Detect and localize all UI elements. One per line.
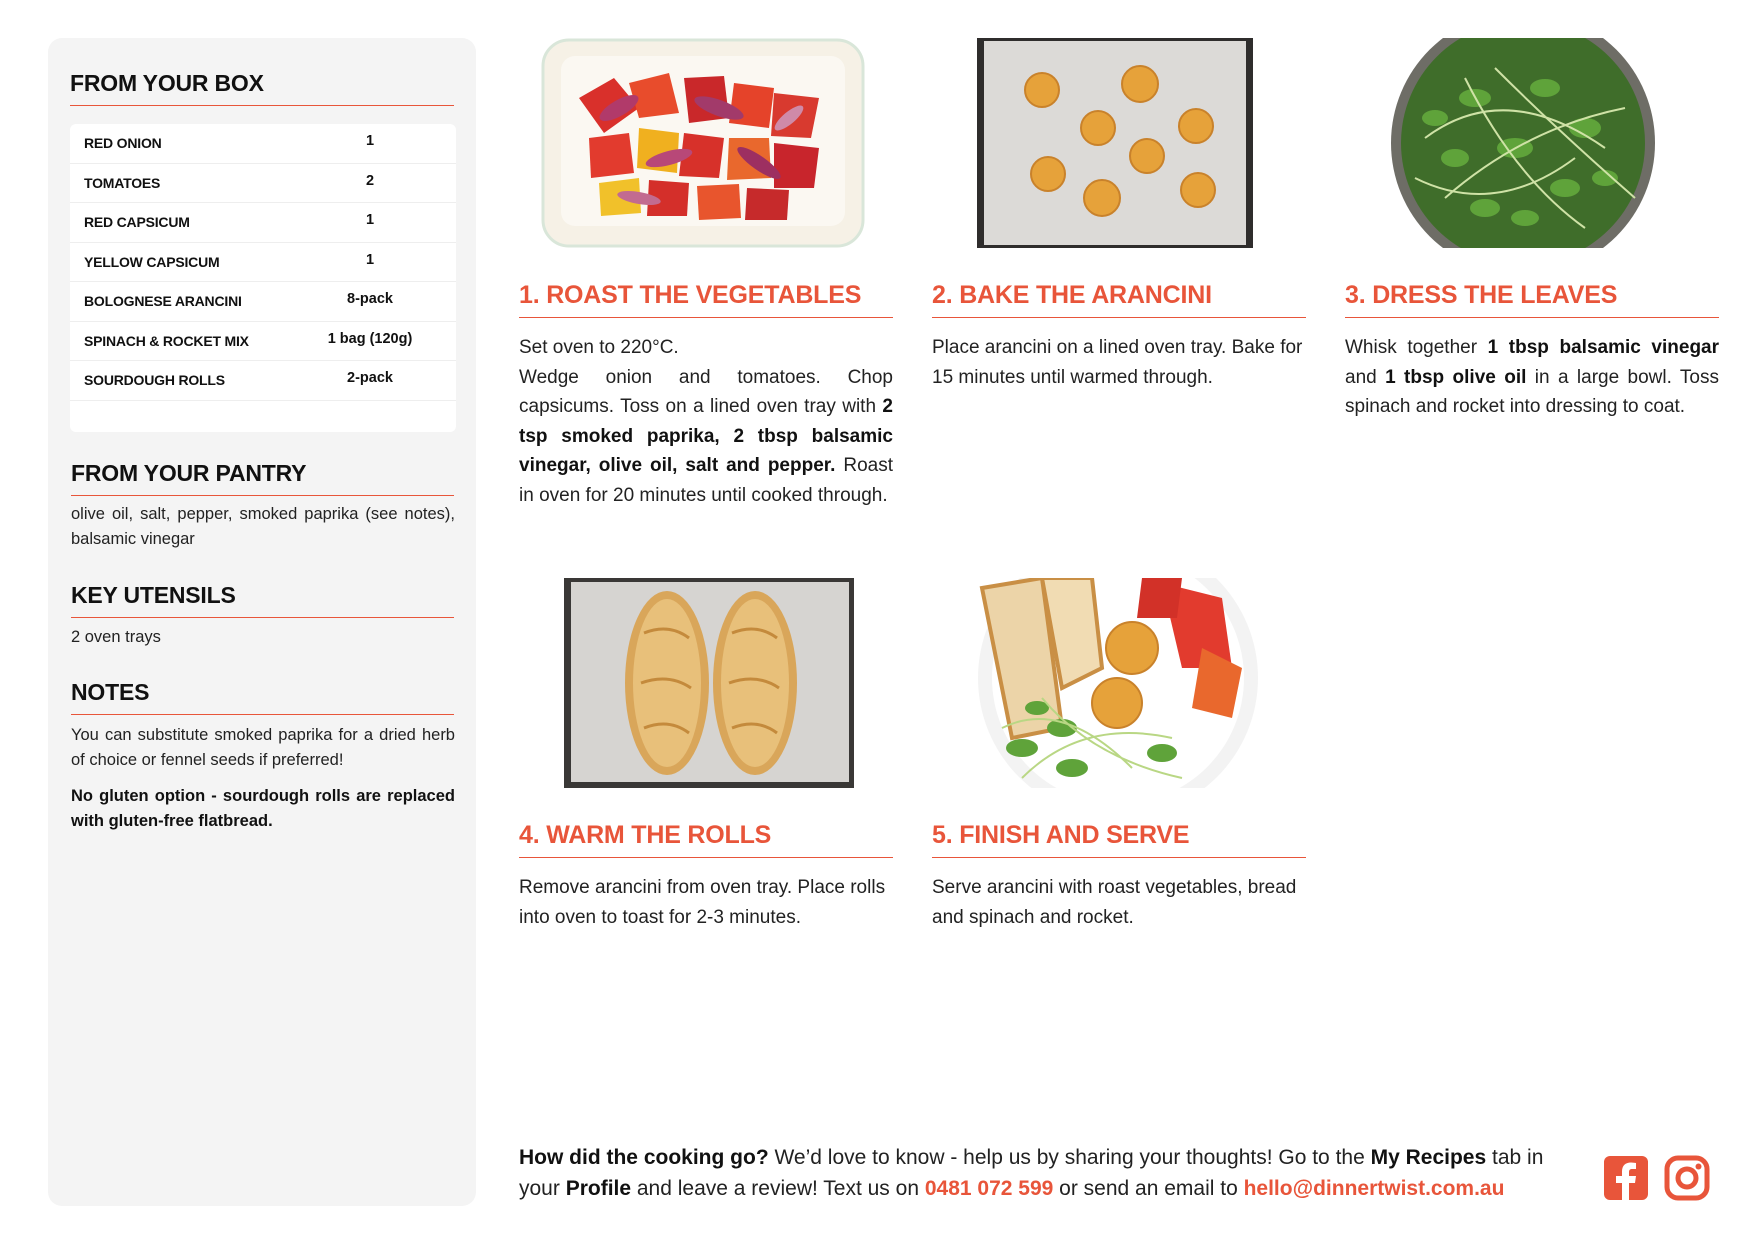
step-title: 4. WARM THE ROLLS: [519, 821, 893, 858]
ingredient-row: [70, 361, 456, 401]
ingredients-sidebar: [48, 38, 476, 1206]
step-text: Serve arancini with roast vegetables, bread and spinach and rocket.: [932, 877, 1297, 928]
ingredient-row: [70, 322, 456, 362]
ingredient-row: [70, 203, 456, 243]
box-ingredients-table: [70, 124, 456, 432]
ingredient-qty: 2: [365, 172, 375, 189]
utensils-heading: KEY UTENSILS: [71, 582, 454, 618]
my-recipes-label: My Recipes: [1370, 1146, 1487, 1169]
ingredient-row: [70, 164, 456, 204]
ingredient-qty: 1 bag (120g): [327, 330, 413, 347]
step-text: Roast in oven for 20 minutes until cooked through.: [519, 455, 893, 506]
notes-gluten-free: No gluten option - sourdough rolls are replaced with gluten-free flatbread.: [71, 787, 455, 830]
step-title: 5. FINISH AND SERVE: [932, 821, 1306, 858]
pantry-heading: FROM YOUR PANTRY: [71, 460, 454, 496]
finished-plate-photo: [932, 578, 1306, 788]
pantry-text: olive oil, salt, pepper, smoked paprika (see notes), balsamic vinegar: [71, 505, 455, 548]
arancini-tray-photo: [932, 38, 1306, 248]
ingredient-row: [70, 282, 456, 322]
step-text: Set oven to 220°C.: [519, 337, 679, 358]
step-title: 1. ROAST THE VEGETABLES: [519, 281, 893, 318]
step-instructions: [519, 873, 893, 932]
step-instructions: [519, 333, 893, 510]
dressed-leaves-bowl-photo: [1345, 38, 1719, 248]
step-title: 2. BAKE THE ARANCINI: [932, 281, 1306, 318]
notes-heading: NOTES: [71, 679, 454, 715]
ingredient-qty: 1: [365, 212, 375, 228]
step-ingredients-bold: 1 tbsp balsamic vinegar: [1487, 337, 1720, 358]
step-text: in a large bowl. Toss spinach and rocket into dressing to coat.: [1345, 366, 1719, 417]
ingredient-qty: 1: [365, 133, 375, 149]
step-title: 3. DRESS THE LEAVES: [1345, 281, 1719, 318]
step-text: Remove arancini from oven tray. Place rolls into oven to toast for 2-3 minutes.: [519, 877, 886, 928]
utensils-text: 2 oven trays: [71, 628, 161, 646]
ingredient-name: TOMATOES: [84, 174, 161, 191]
step-instructions: [932, 873, 1306, 932]
step-text: Wedge onion and tomatoes. Chop capsicums. Toss on a lined oven tray with: [519, 366, 893, 417]
roasted-vegetables-photo: [519, 38, 893, 248]
ingredient-name: SOURDOUGH ROLLS: [84, 372, 225, 388]
step-text: Place arancini on a lined oven tray. Bake for 15 minutes until warmed through.: [932, 337, 1303, 388]
profile-label: Profile: [565, 1177, 632, 1200]
ingredient-qty: 2-pack: [347, 370, 393, 386]
ingredient-name: RED ONION: [84, 135, 162, 151]
step-text: Whisk together: [1345, 337, 1488, 358]
feedback-footer: [519, 1142, 1579, 1204]
ingredient-qty: 8-pack: [347, 291, 393, 307]
footer-text: tab in your: [519, 1146, 1544, 1200]
ingredient-qty: 1: [365, 251, 375, 268]
step-text: and: [1345, 366, 1386, 388]
facebook-icon[interactable]: [1603, 1155, 1649, 1201]
ingredient-name: SPINACH & ROCKET MIX: [84, 332, 249, 349]
footer-bold: How did the cooking go?: [519, 1146, 769, 1169]
instagram-icon[interactable]: [1664, 1155, 1710, 1201]
sourdough-rolls-photo: [519, 578, 893, 788]
ingredient-row: [70, 243, 456, 283]
ingredient-name: YELLOW CAPSICUM: [84, 253, 220, 270]
notes-text: You can substitute smoked paprika for a dried herb of choice or fennel seeds if preferred!: [71, 726, 455, 769]
footer-text: or send an email to: [1053, 1177, 1244, 1200]
step-instructions: [932, 333, 1306, 392]
step-ingredients-bold: 2 tsp smoked paprika, 2 tbsp balsamic vinegar, olive oil, salt and pepper.: [519, 396, 893, 476]
ingredient-name: RED CAPSICUM: [84, 214, 190, 230]
email-link[interactable]: hello@dinnertwist.com.au: [1243, 1177, 1505, 1200]
step-instructions: [1345, 333, 1719, 422]
ingredient-name: BOLOGNESE ARANCINI: [84, 293, 242, 309]
box-heading: FROM YOUR BOX: [70, 70, 454, 106]
footer-text: We’d love to know - help us by sharing your thoughts! Go to the: [768, 1146, 1371, 1169]
step-ingredients-bold: 1 tbsp olive oil: [1385, 366, 1527, 388]
phone-link[interactable]: 0481 072 599: [924, 1177, 1054, 1200]
footer-text: and leave a review! Text us on: [631, 1177, 925, 1200]
ingredient-row: [70, 124, 456, 164]
